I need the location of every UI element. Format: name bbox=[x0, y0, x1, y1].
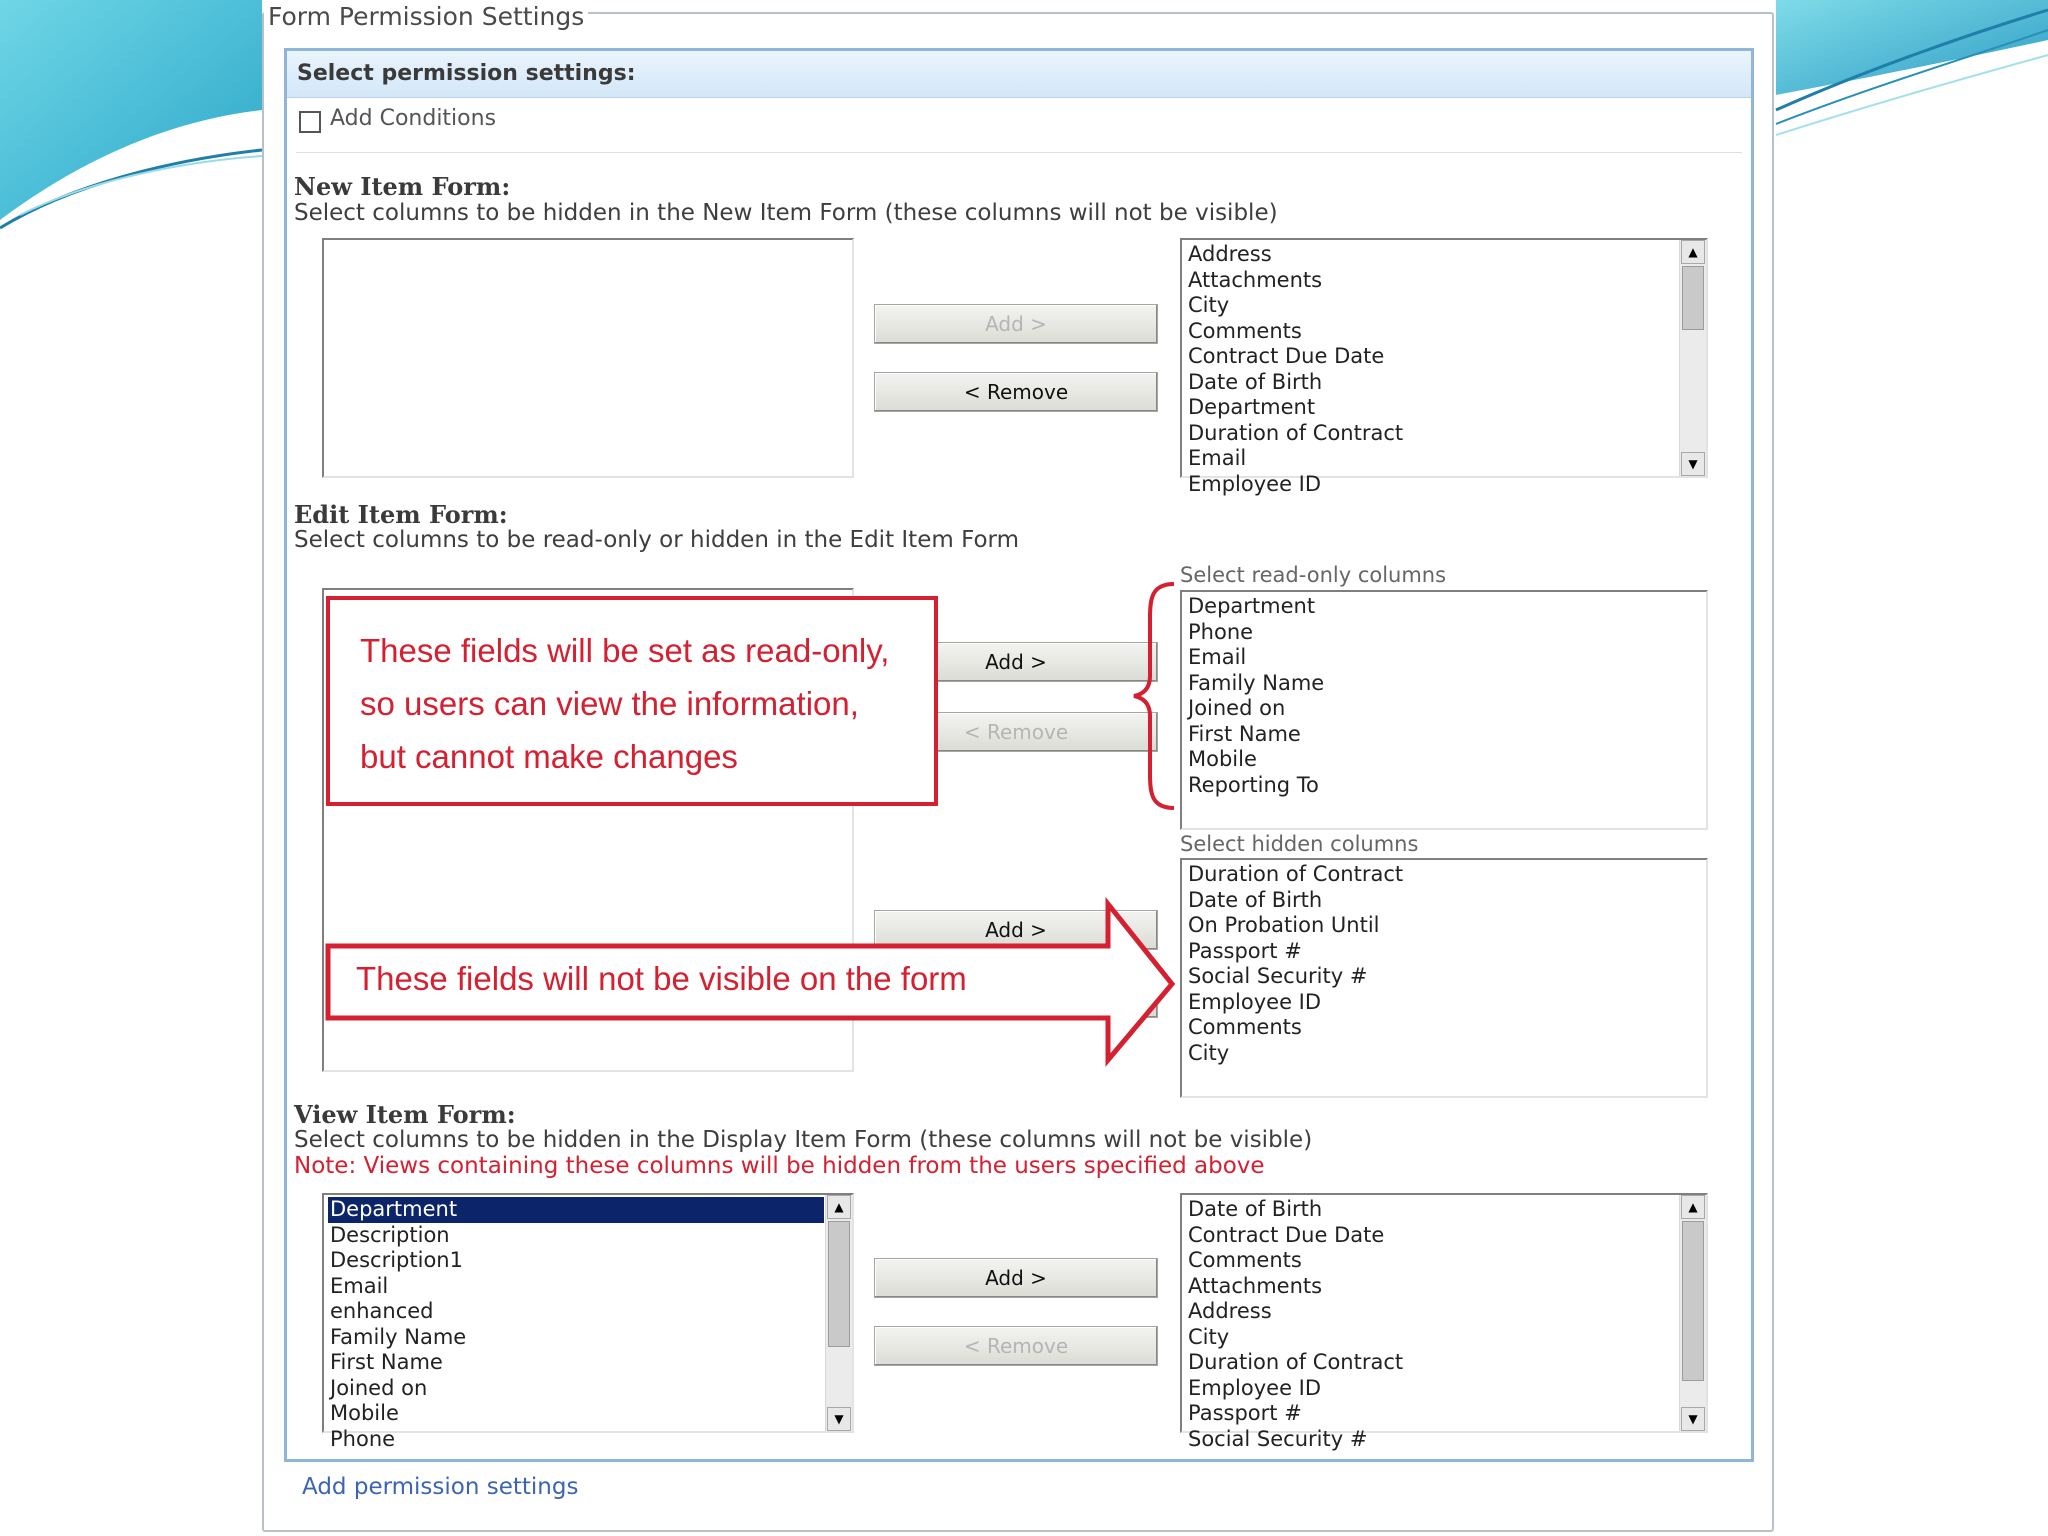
list-item[interactable]: Address bbox=[1188, 1299, 1272, 1323]
list-item[interactable]: Duration of Contract bbox=[1188, 420, 1404, 445]
scroll-thumb[interactable] bbox=[1682, 1221, 1704, 1381]
list-item[interactable]: Duration of Contract bbox=[1188, 1350, 1404, 1374]
scroll-up-icon[interactable]: ▲ bbox=[827, 1195, 851, 1219]
list-item[interactable]: Email bbox=[1188, 645, 1247, 669]
edit-hidden-list[interactable] bbox=[1180, 858, 1708, 1098]
readonly-callout bbox=[326, 596, 938, 806]
scrollbar[interactable] bbox=[1679, 1195, 1706, 1431]
list-item[interactable]: Email bbox=[330, 1273, 389, 1298]
list-items bbox=[1186, 242, 1678, 497]
list-item[interactable]: Passport # bbox=[1188, 938, 1302, 963]
list-item[interactable]: Reporting To bbox=[1188, 772, 1319, 797]
list-item[interactable]: Description bbox=[330, 1222, 450, 1247]
panel-title: Select permission settings: bbox=[287, 51, 1751, 98]
list-items bbox=[1186, 862, 1678, 1066]
list-item[interactable]: Passport # bbox=[1188, 1401, 1302, 1425]
view-item-description: Select columns to be hidden in the Display Item Form (these columns will not be visible) bbox=[294, 1127, 1313, 1153]
list-item[interactable]: City bbox=[1188, 293, 1230, 317]
list-item[interactable]: Description1 bbox=[330, 1248, 463, 1272]
list-item[interactable]: Date of Birth bbox=[1188, 369, 1323, 394]
add-conditions-label: Add Conditions bbox=[330, 106, 497, 131]
edit-item-heading: Edit Item Form: bbox=[294, 500, 508, 529]
list-item[interactable]: Department bbox=[1188, 594, 1316, 618]
new-item-description: Select columns to be hidden in the New Item Form (these columns will not be visible) bbox=[294, 200, 1278, 226]
edit-hidden-add-button[interactable]: Add > bbox=[874, 910, 1158, 950]
list-item[interactable]: Phone bbox=[330, 1426, 396, 1451]
view-item-hidden-list[interactable] bbox=[1180, 1193, 1708, 1451]
list-item[interactable]: Department bbox=[1188, 395, 1316, 419]
readonly-callout-line: so users can view the information, bbox=[360, 685, 859, 722]
list-item[interactable]: Employee ID bbox=[1188, 471, 1322, 496]
new-item-available-list[interactable] bbox=[1180, 238, 1708, 496]
view-add-button[interactable]: Add > bbox=[874, 1258, 1158, 1298]
new-item-hidden-list[interactable] bbox=[322, 238, 854, 478]
right-swoosh-decoration bbox=[1776, 0, 2048, 140]
list-item[interactable]: First Name bbox=[330, 1350, 443, 1374]
readonly-callout-line: but cannot make changes bbox=[360, 738, 738, 775]
view-item-available-list[interactable] bbox=[322, 1193, 854, 1451]
list-item-selected[interactable]: Department bbox=[328, 1197, 824, 1223]
add-permission-settings-link[interactable]: Add permission settings bbox=[302, 1474, 579, 1500]
edit-readonly-remove-button[interactable]: < Remove bbox=[874, 712, 1158, 752]
new-item-add-button[interactable]: Add > bbox=[874, 304, 1158, 344]
list-item[interactable]: Employee ID bbox=[1188, 989, 1322, 1014]
list-item[interactable]: City bbox=[1188, 1324, 1230, 1349]
list-items bbox=[328, 1197, 824, 1452]
fieldset-title: Form Permission Settings bbox=[264, 0, 588, 34]
list-item[interactable]: Comments bbox=[1188, 1015, 1302, 1039]
scroll-down-icon[interactable]: ▼ bbox=[1681, 1407, 1705, 1431]
edit-item-description: Select columns to be read-only or hidden in the Edit Item Form bbox=[294, 527, 1020, 553]
list-item[interactable]: Family Name bbox=[330, 1324, 467, 1349]
list-item[interactable]: Phone bbox=[1188, 619, 1254, 644]
readonly-callout-line: These fields will be set as read-only, bbox=[360, 632, 890, 669]
list-item[interactable]: Family Name bbox=[1188, 670, 1325, 695]
list-item[interactable]: On Probation Until bbox=[1188, 913, 1380, 937]
list-items bbox=[1186, 1197, 1678, 1452]
list-item[interactable]: Attachments bbox=[1188, 1273, 1323, 1298]
curly-brace-icon bbox=[1130, 578, 1190, 814]
scroll-thumb[interactable] bbox=[1682, 266, 1704, 330]
list-items bbox=[1186, 594, 1678, 798]
scroll-thumb[interactable] bbox=[828, 1221, 850, 1347]
list-item[interactable]: Attachments bbox=[1188, 267, 1323, 292]
scroll-down-icon[interactable]: ▼ bbox=[827, 1407, 851, 1431]
hidden-columns-label: Select hidden columns bbox=[1180, 832, 1419, 856]
scroll-up-icon[interactable]: ▲ bbox=[1681, 240, 1705, 264]
view-item-heading: View Item Form: bbox=[294, 1100, 516, 1129]
left-swoosh-decoration bbox=[0, 0, 262, 240]
list-item[interactable]: Joined on bbox=[330, 1375, 428, 1400]
list-item[interactable]: Contract Due Date bbox=[1188, 344, 1385, 368]
list-item[interactable]: Contract Due Date bbox=[1188, 1222, 1385, 1247]
new-item-remove-button[interactable]: < Remove bbox=[874, 372, 1158, 412]
hidden-callout-text: These fields will not be visible on the form bbox=[356, 960, 967, 997]
scrollbar[interactable] bbox=[825, 1195, 852, 1431]
view-remove-button[interactable]: < Remove bbox=[874, 1326, 1158, 1366]
readonly-columns-label: Select read-only columns bbox=[1180, 563, 1447, 587]
scrollbar[interactable] bbox=[1679, 240, 1706, 476]
list-item[interactable]: Date of Birth bbox=[1188, 887, 1323, 912]
list-item[interactable]: Comments bbox=[1188, 1248, 1302, 1272]
list-item[interactable]: Date of Birth bbox=[1188, 1197, 1323, 1221]
list-item[interactable]: Address bbox=[1188, 242, 1272, 266]
scroll-down-icon[interactable]: ▼ bbox=[1681, 452, 1705, 476]
list-item[interactable]: enhanced bbox=[330, 1299, 434, 1323]
list-item[interactable]: Social Security # bbox=[1188, 964, 1368, 988]
list-item[interactable]: City bbox=[1188, 1040, 1230, 1065]
list-item[interactable]: Mobile bbox=[1188, 747, 1257, 771]
new-item-heading: New Item Form: bbox=[294, 172, 511, 201]
list-item[interactable]: First Name bbox=[1188, 721, 1301, 746]
list-item[interactable]: Social Security # bbox=[1188, 1426, 1368, 1451]
edit-readonly-add-button[interactable]: Add > bbox=[874, 642, 1158, 682]
add-conditions-checkbox[interactable] bbox=[299, 111, 321, 133]
list-item[interactable]: Joined on bbox=[1188, 696, 1286, 720]
view-item-note: Note: Views containing these columns will be hidden from the users specified above bbox=[294, 1153, 1265, 1179]
list-item[interactable]: Employee ID bbox=[1188, 1375, 1322, 1400]
scroll-up-icon[interactable]: ▲ bbox=[1681, 1195, 1705, 1219]
list-item[interactable]: Email bbox=[1188, 446, 1247, 470]
list-item[interactable]: Comments bbox=[1188, 318, 1302, 343]
list-item[interactable]: Duration of Contract bbox=[1188, 862, 1404, 886]
divider bbox=[296, 152, 1742, 153]
list-item[interactable]: Mobile bbox=[330, 1401, 399, 1425]
edit-readonly-list[interactable] bbox=[1180, 590, 1708, 830]
